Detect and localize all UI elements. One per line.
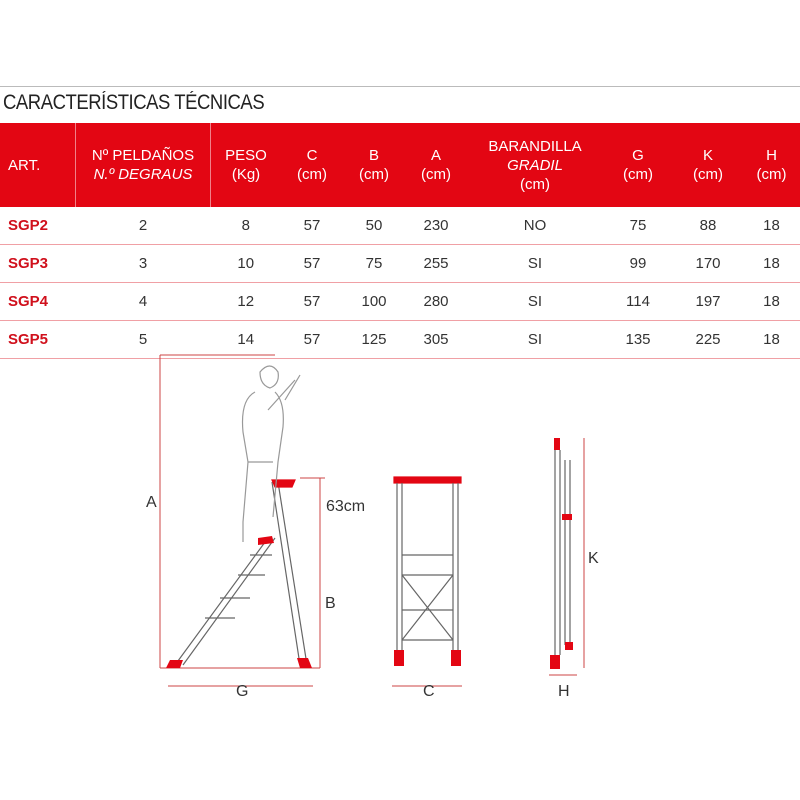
table-cell: 75 [343,245,405,283]
table-cell: 8 [211,207,282,245]
label-a: A [146,494,157,511]
table-cell: 57 [281,245,343,283]
table-cell: 75 [603,207,673,245]
label-h: H [558,683,570,700]
table-cell: 255 [405,245,467,283]
table-cell: 230 [405,207,467,245]
table-cell: 57 [281,283,343,321]
table-row [0,283,800,321]
article-code: SGP4 [0,283,76,321]
header-b: B (cm) [343,123,405,207]
table-cell: 18 [743,321,800,359]
table-cell: 3 [76,245,211,283]
table-cell: 18 [743,283,800,321]
table-header-row [0,123,800,207]
table-cell: 18 [743,207,800,245]
ladder-front-view [392,477,462,686]
label-63cm: 63cm [326,498,366,515]
label-g: G [236,683,249,700]
article-code: SGP3 [0,245,76,283]
table-cell: 114 [603,283,673,321]
header-g: G (cm) [603,123,673,207]
table-cell: 57 [281,207,343,245]
table-cell: 135 [603,321,673,359]
table-cell: SI [467,321,603,359]
header-peso: PESO (Kg) [211,123,282,207]
table-cell: NO [467,207,603,245]
header-a: A (cm) [405,123,467,207]
header-barandilla: BARANDILLA GRADIL (cm) [467,123,603,207]
table-cell: 57 [281,321,343,359]
table-cell: 12 [211,283,282,321]
table-cell: 305 [405,321,467,359]
table-cell: 225 [673,321,743,359]
header-art: ART. [0,123,76,207]
header-k: K (cm) [673,123,743,207]
table-cell: SI [467,283,603,321]
table-cell: 14 [211,321,282,359]
table-cell: 4 [76,283,211,321]
specs-table [0,123,800,359]
table-cell: 100 [343,283,405,321]
table-cell: 125 [343,321,405,359]
table-cell: 170 [673,245,743,283]
table-cell: 50 [343,207,405,245]
ladder-side-view [160,355,325,686]
table-cell: 10 [211,245,282,283]
table-cell: 280 [405,283,467,321]
top-divider [0,86,800,87]
table-cell: 5 [76,321,211,359]
header-h: H (cm) [743,123,800,207]
ladder-folded-view [549,438,584,675]
table-cell: 197 [673,283,743,321]
header-c: C (cm) [281,123,343,207]
table-row [0,245,800,283]
table-cell: 2 [76,207,211,245]
page-title: CARACTERÍSTICAS TÉCNICAS [3,91,265,114]
header-peldanos: Nº PELDAÑOS N.º DEGRAUS [76,123,211,207]
label-b: B [325,595,336,612]
article-code: SGP2 [0,207,76,245]
table-cell: 99 [603,245,673,283]
label-k: K [588,550,599,567]
table-cell: SI [467,245,603,283]
table-row [0,207,800,245]
label-c: C [423,683,435,700]
table-cell: 18 [743,245,800,283]
table-cell: 88 [673,207,743,245]
article-code: SGP5 [0,321,76,359]
ladder-diagrams [0,350,800,710]
